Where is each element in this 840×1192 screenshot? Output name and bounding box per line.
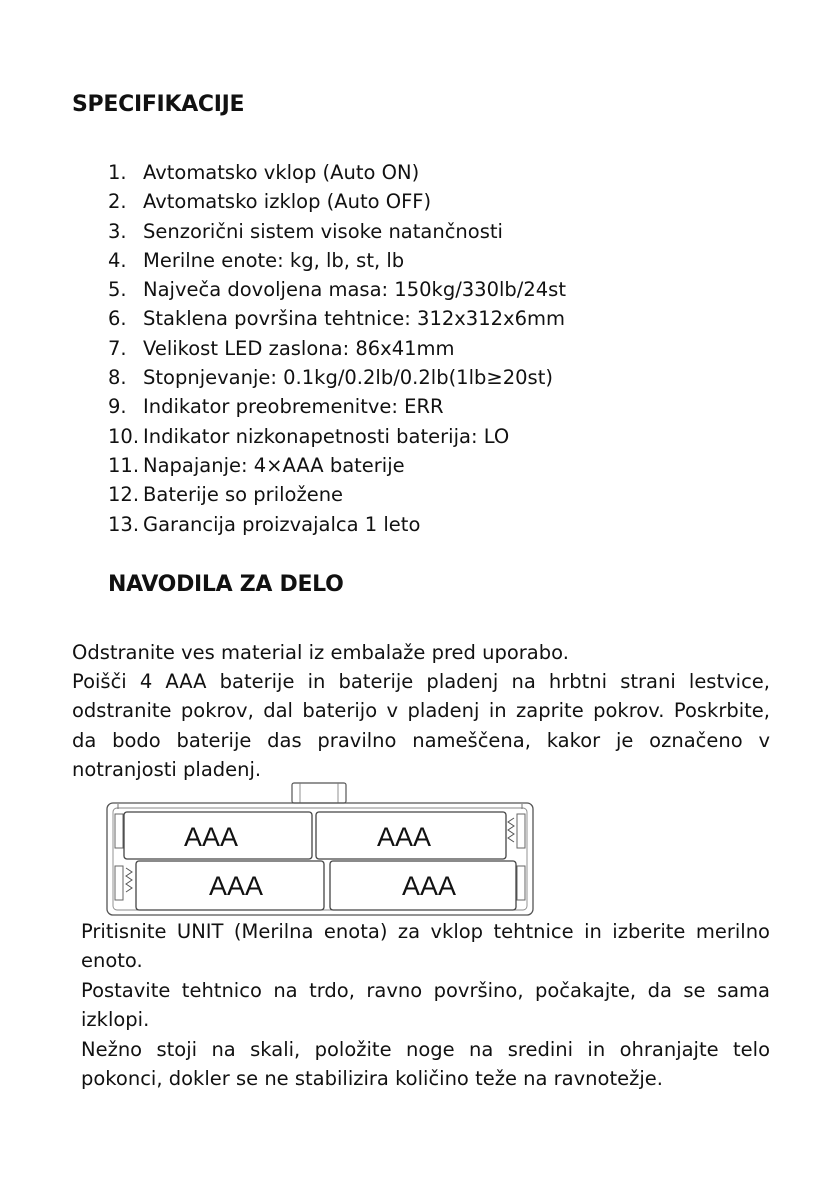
list-item-text: Indikator preobremenitve: ERR (143, 395, 444, 419)
list-item-number: 3. (108, 219, 127, 243)
battery-label: AAA (377, 822, 432, 852)
battery-label: AAA (402, 871, 457, 901)
list-item (108, 246, 728, 275)
paragraph-placement: Postavite tehtnico na trdo, ravno površino, počakajte, da se sama izklopi. (81, 979, 770, 1032)
list-item (108, 392, 728, 421)
list-item-number: 9. (108, 395, 127, 419)
list-item-text: Merilne enote: kg, lb, st, lb (143, 248, 405, 272)
list-item-text: Stopnjevanje: 0.1kg/0.2lb/0.2lb(1lb≥20st) (143, 366, 553, 390)
list-item-text: Avtomatsko vklop (Auto ON) (143, 161, 420, 184)
instructions-heading: NAVODILA ZA DELO (108, 572, 344, 597)
list-item-number: 5. (108, 278, 127, 302)
list-item (108, 304, 728, 333)
list-item-text: Garancija proizvajalca 1 leto (143, 512, 421, 536)
list-item (108, 158, 728, 187)
paragraph-weighing: Nežno stoji na skali, položite noge na sredini in ohranjajte telo pokonci, dokler se ne stabilizira količino teže na ravnotežje. (81, 1038, 770, 1091)
battery-label: AAA (184, 822, 239, 852)
list-item (108, 334, 728, 363)
list-item (108, 363, 728, 392)
list-item-number: 6. (108, 307, 127, 331)
list-item (108, 480, 728, 509)
list-item (108, 187, 728, 216)
paragraph-unpack: Odstranite ves material iz embalaže pred uporabo. (72, 641, 569, 664)
list-item (108, 217, 728, 246)
list-item (108, 422, 728, 451)
list-item (108, 451, 728, 480)
list-item (108, 510, 728, 539)
list-item-number: 2. (108, 190, 127, 214)
list-item-text: Indikator nizkonapetnosti baterija: LO (143, 424, 510, 448)
specifications-heading: SPECIFIKACIJE (72, 92, 245, 117)
list-item (108, 275, 728, 304)
battery-tray-drawing (104, 780, 536, 920)
list-item-text: Avtomatsko izklop (Auto OFF) (143, 190, 432, 214)
list-item-number: 4. (108, 248, 127, 272)
specifications-list (108, 158, 728, 539)
list-item-number: 10. (108, 424, 140, 448)
paragraph-unit-button: Pritisnite UNIT (Merilna enota) za vklop tehtnice in izberite merilno enoto. (81, 920, 770, 973)
list-item-number: 13. (108, 512, 140, 536)
battery-label: AAA (209, 871, 264, 901)
list-item-text: Največa dovoljena masa: 150kg/330lb/24st (143, 278, 566, 302)
list-item-number: 7. (108, 336, 127, 360)
list-item-text: Staklena površina tehtnice: 312x312x6mm (143, 307, 565, 331)
list-item-text: Napajanje: 4×AAA baterije (143, 453, 405, 477)
list-item-number: 8. (108, 366, 127, 390)
list-item-text: Senzorični sistem visoke natančnosti (143, 219, 503, 243)
list-item-text: Velikost LED zaslona: 86x41mm (143, 336, 455, 360)
list-item-number: 1. (108, 161, 127, 184)
list-item-number: 11. (108, 453, 140, 477)
list-item-number: 12. (108, 483, 140, 507)
list-item-text: Baterije so priložene (143, 483, 344, 507)
paragraph-battery-install: Poišči 4 AAA baterije in baterije pladenj na hrbtni strani lestvice, odstranite pokrov, dal baterijo v pladenj in zaprite pokrov. Poskrbite, da bodo baterije das pravilno nameščena, kakor je označeno v notranjosti pladenj. (72, 670, 770, 781)
battery-compartment-illustration (104, 780, 536, 920)
